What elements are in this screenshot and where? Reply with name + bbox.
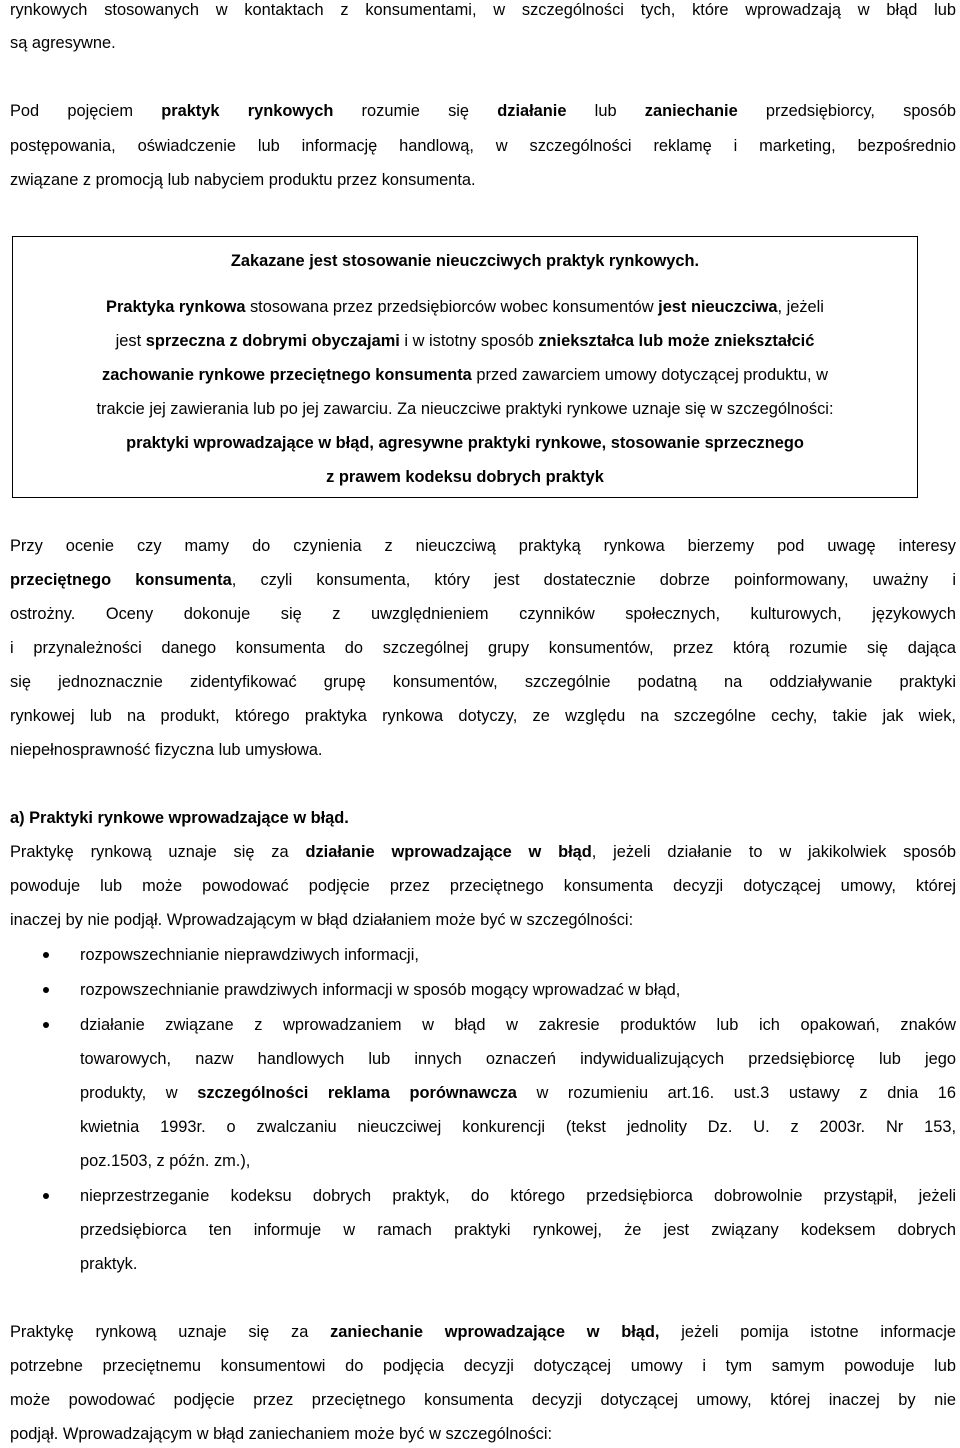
- paragraph-line: potrzebne przeciętnemu konsumentowi do podjęcia decyzji dotyczącej umowy i tym samym powoduje lub: [10, 1357, 956, 1375]
- box-line: trakcie jej zawierania lub po jej zawarciu. Za nieuczciwe praktyki rynkowe uznaje się w szczególności:: [96, 400, 834, 418]
- section-heading: a) Praktyki rynkowe wprowadzające w błąd.: [10, 809, 349, 827]
- bullet-icon: [43, 952, 49, 958]
- list-item-line: kwietnia 1993r. o zwalczaniu nieuczciwej konkurencji (tekst jednolity Dz. U. z 2003r. Nr 153,: [80, 1118, 956, 1136]
- list-item-line: towarowych, nazw handlowych lub innych oznaczeń indywidualizujących przedsiębiorcę lub jego: [80, 1050, 956, 1068]
- list-item: rozpowszechnianie prawdziwych informacji w sposób mogący wprowadzać w błąd,: [80, 981, 681, 999]
- paragraph-line: ostrożny. Oceny dokonuje się z uwzględnieniem czynników społecznych, kulturowych, językowych: [10, 605, 956, 623]
- paragraph-line: Pod pojęciem praktyk rynkowych rozumie się działanie lub zaniechanie przedsiębiorcy, sposób: [10, 102, 956, 120]
- list-item-line: nieprzestrzeganie kodeksu dobrych praktyk, do którego przedsiębiorca dobrowolnie przystąpił, jeżeli: [80, 1187, 956, 1205]
- box-line: praktyki wprowadzające w błąd, agresywne praktyki rynkowe, stosowanie sprzecznego: [126, 434, 804, 452]
- paragraph-line: rynkowej lub na produkt, którego praktyka rynkowa dotyczy, ze względu na szczególne cechy, takie jak wiek,: [10, 707, 956, 725]
- paragraph-line: może powodować podjęcie przez przeciętnego konsumenta decyzji dotyczącej umowy, której inaczej by nie: [10, 1391, 956, 1409]
- list-item-line: działanie związane z wprowadzaniem w błąd w zakresie produktów lub ich opakowań, znaków: [80, 1016, 956, 1034]
- box-line: jest sprzeczna z dobrymi obyczajami i w istotny sposób zniekształca lub może zniekształcić: [115, 332, 815, 350]
- paragraph-line: związane z promocją lub nabyciem produktu przez konsumenta.: [10, 171, 476, 189]
- paragraph-line: i przynależności danego konsumenta do szczególnej grupy konsumentów, przez którą rozumie się dająca: [10, 639, 956, 657]
- paragraph-line: rynkowych stosowanych w kontaktach z konsumentami, w szczególności tych, które wprowadzają w błąd lub: [10, 1, 956, 19]
- bullet-icon: [43, 987, 49, 993]
- list-item-line: produkty, w szczególności reklama porównawcza w rozumieniu art.16. ust.3 ustawy z dnia 16: [80, 1084, 957, 1102]
- paragraph-line: powoduje lub może powodować podjęcie przez przeciętnego konsumenta decyzji dotyczącej umowy, której: [10, 877, 956, 895]
- paragraph-line: są agresywne.: [10, 34, 116, 52]
- list-item: rozpowszechnianie nieprawdziwych informacji,: [80, 946, 419, 964]
- box-line: z prawem kodeksu dobrych praktyk: [326, 468, 604, 486]
- paragraph-line: inaczej by nie podjął. Wprowadzającym w błąd działaniem może być w szczególności:: [10, 911, 634, 929]
- list-item-line: poz.1503, z późn. zm.),: [80, 1152, 251, 1170]
- paragraph-line: niepełnosprawność fizyczna lub umysłowa.: [10, 741, 323, 759]
- bullet-icon: [43, 1193, 49, 1199]
- highlight-box: [12, 236, 918, 498]
- paragraph-line: przeciętnego konsumenta, czyli konsumenta, który jest dostatecznie dobrze poinformowany, uważny i: [10, 571, 956, 589]
- paragraph-line: postępowania, oświadczenie lub informację handlową, w szczególności reklamę i marketing, bezpośrednio: [10, 137, 956, 155]
- box-heading: Zakazane jest stosowanie nieuczciwych praktyk rynkowych.: [230, 252, 700, 270]
- paragraph-line: podjął. Wprowadzającym w błąd zaniechaniem może być w szczególności:: [10, 1425, 553, 1443]
- list-item-line: praktyk.: [80, 1255, 138, 1273]
- paragraph-line: Przy ocenie czy mamy do czynienia z nieuczciwą praktyką rynkowa bierzemy pod uwagę interesy: [10, 537, 956, 555]
- list-item-line: przedsiębiorca ten informuje w ramach praktyki rynkowej, że jest związany kodeksem dobrych: [80, 1221, 956, 1239]
- bullet-icon: [43, 1022, 49, 1028]
- paragraph-line: Praktykę rynkową uznaje się za zaniechanie wprowadzające w błąd, jeżeli pomija istotne informacje: [10, 1323, 956, 1341]
- paragraph-line: się jednoznacznie zidentyfikować grupę konsumentów, szczególnie podatną na oddziaływanie praktyki: [10, 673, 956, 691]
- box-line: Praktyka rynkowa stosowana przez przedsiębiorców wobec konsumentów jest nieuczciwa, jeżeli: [106, 298, 824, 316]
- paragraph-line: Praktykę rynkową uznaje się za działanie wprowadzające w błąd, jeżeli działanie to w jakikolwiek sposób: [10, 843, 956, 861]
- box-line: zachowanie rynkowe przeciętnego konsumenta przed zawarciem umowy dotyczącej produktu, w: [102, 366, 828, 384]
